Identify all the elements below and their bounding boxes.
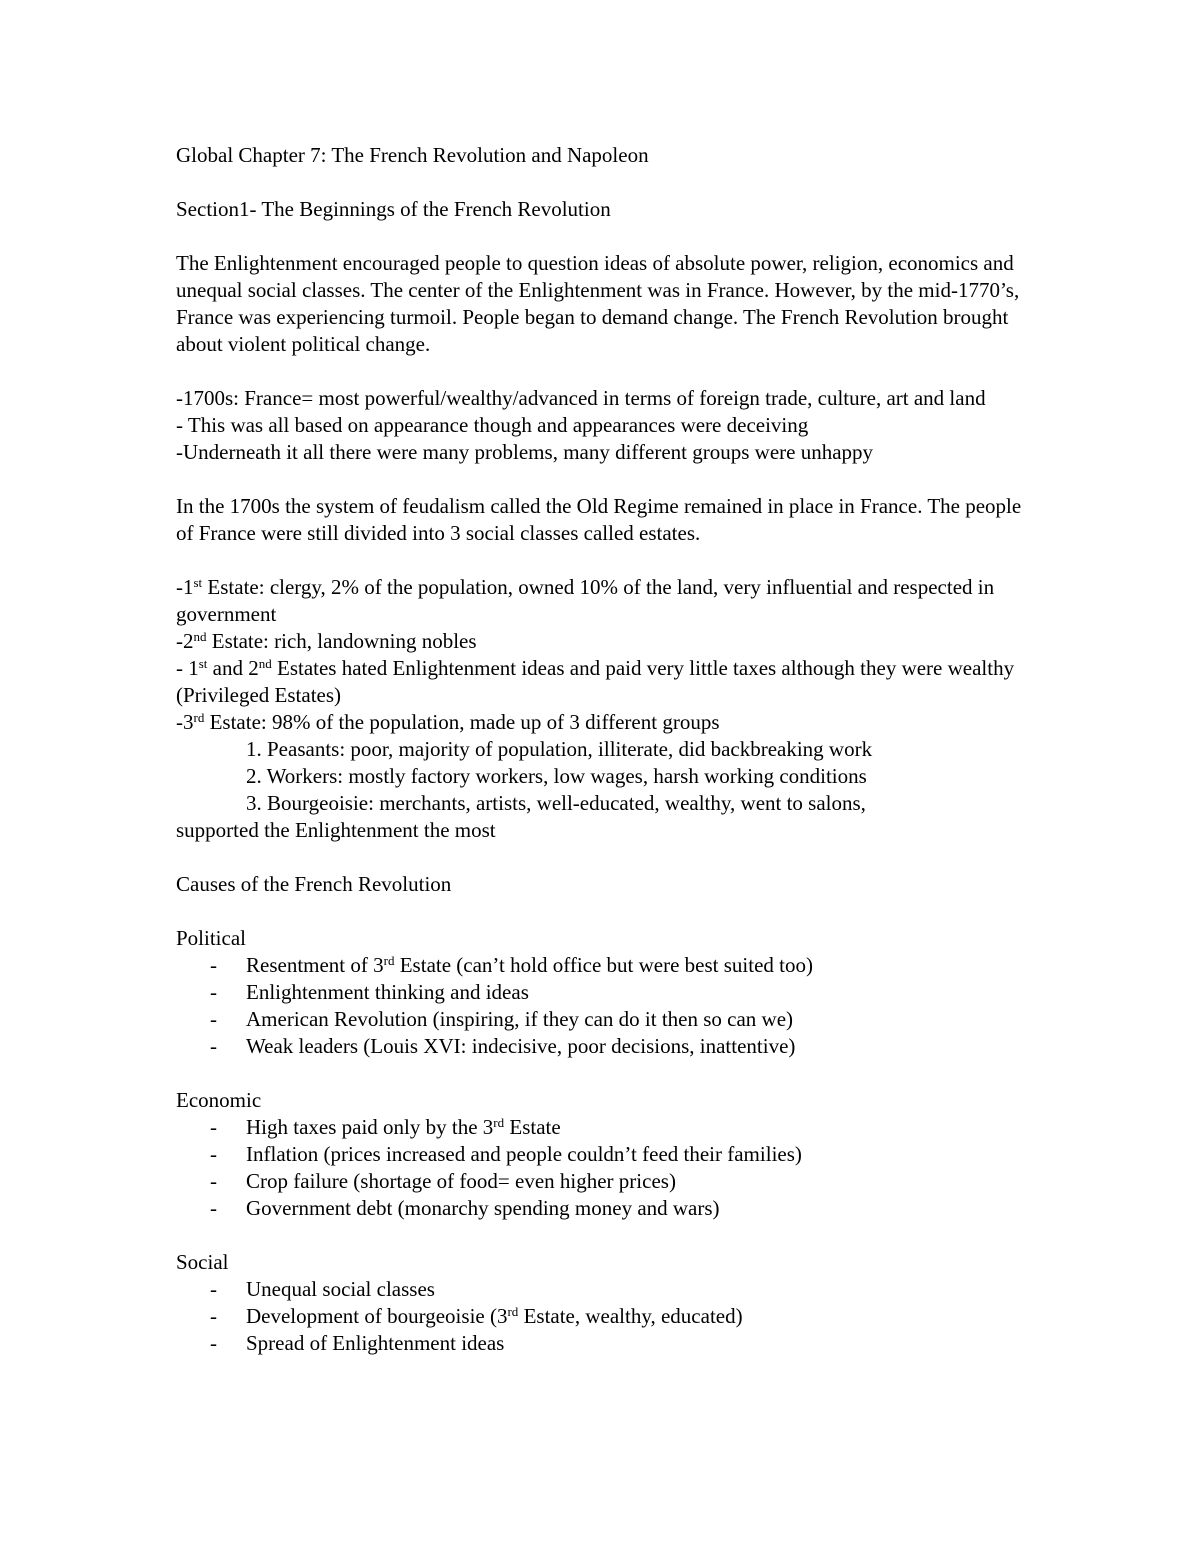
france-note-2: - This was all based on appearance though and appearances were deceiving	[176, 413, 809, 437]
causes-heading: Causes of the French Revolution	[176, 872, 452, 896]
dash-bullet: -	[210, 953, 217, 977]
social-causes-list	[176, 1276, 1026, 1357]
political-heading: Political	[176, 926, 246, 950]
estate-first: -1st Estate: clergy, 2% of the population, owned 10% of the land, very influential and respected in government	[176, 575, 995, 626]
list-item: - Unequal social classes	[210, 1277, 435, 1301]
intro-paragraph: The Enlightenment encouraged people to question ideas of absolute power, religion, economics and unequal social classes. The center of the Enlightenment was in France. However, by the mid-1770’s, France was experiencing turmoil. People began to demand change. The French Revolution brought about violent political change.	[176, 251, 1020, 356]
list-item: - Resentment of 3rd Estate (can’t hold office but were best suited too)	[210, 953, 813, 977]
france-note-1: -1700s: France= most powerful/wealthy/advanced in terms of foreign trade, culture, art and land	[176, 386, 986, 410]
estate-second: -2nd Estate: rich, landowning nobles	[176, 629, 477, 653]
document-body	[176, 142, 1026, 1357]
economic-causes-list	[176, 1114, 1026, 1222]
dash-bullet: -	[210, 1034, 217, 1058]
third-estate-group-bourgeoisie: 3. Bourgeoisie: merchants, artists, well-educated, wealthy, went to salons,	[246, 791, 866, 815]
section-heading: Section1- The Beginnings of the French Revolution	[176, 197, 611, 221]
list-item: - Spread of Enlightenment ideas	[210, 1331, 505, 1355]
estate-third: -3rd Estate: 98% of the population, made up of 3 different groups	[176, 710, 720, 734]
social-heading: Social	[176, 1250, 229, 1274]
dash-bullet: -	[210, 1304, 217, 1328]
list-item: - Government debt (monarchy spending money and wars)	[210, 1196, 720, 1220]
list-item: - High taxes paid only by the 3rd Estate	[210, 1115, 561, 1139]
estate-privileged: - 1st and 2nd Estates hated Enlightenment ideas and paid very little taxes although they were wealthy (Privileged Estates)	[176, 656, 1015, 707]
third-estate-group-continuation: supported the Enlightenment the most	[176, 818, 496, 842]
dash-bullet: -	[210, 1331, 217, 1355]
list-item: - Crop failure (shortage of food= even higher prices)	[210, 1169, 676, 1193]
dash-bullet: -	[210, 1169, 217, 1193]
list-item: - Development of bourgeoisie (3rd Estate, wealthy, educated)	[210, 1304, 743, 1328]
list-item: - Weak leaders (Louis XVI: indecisive, poor decisions, inattentive)	[210, 1034, 796, 1058]
list-item: - Inflation (prices increased and people couldn’t feed their families)	[210, 1142, 802, 1166]
dash-bullet: -	[210, 980, 217, 1004]
old-regime-paragraph: In the 1700s the system of feudalism called the Old Regime remained in place in France. The people of France were still divided into 3 social classes called estates.	[176, 494, 1022, 545]
dash-bullet: -	[210, 1115, 217, 1139]
third-estate-group-workers: 2. Workers: mostly factory workers, low wages, harsh working conditions	[246, 764, 867, 788]
dash-bullet: -	[210, 1277, 217, 1301]
list-item: - Enlightenment thinking and ideas	[210, 980, 529, 1004]
list-item: - American Revolution (inspiring, if they can do it then so can we)	[210, 1007, 794, 1031]
document-title: Global Chapter 7: The French Revolution and Napoleon	[176, 143, 649, 167]
dash-bullet: -	[210, 1142, 217, 1166]
france-note-3: -Underneath it all there were many problems, many different groups were unhappy	[176, 440, 874, 464]
dash-bullet: -	[210, 1007, 217, 1031]
third-estate-group-peasants: 1. Peasants: poor, majority of population, illiterate, did backbreaking work	[246, 737, 873, 761]
political-causes-list	[176, 952, 1026, 1060]
dash-bullet: -	[210, 1196, 217, 1220]
economic-heading: Economic	[176, 1088, 262, 1112]
